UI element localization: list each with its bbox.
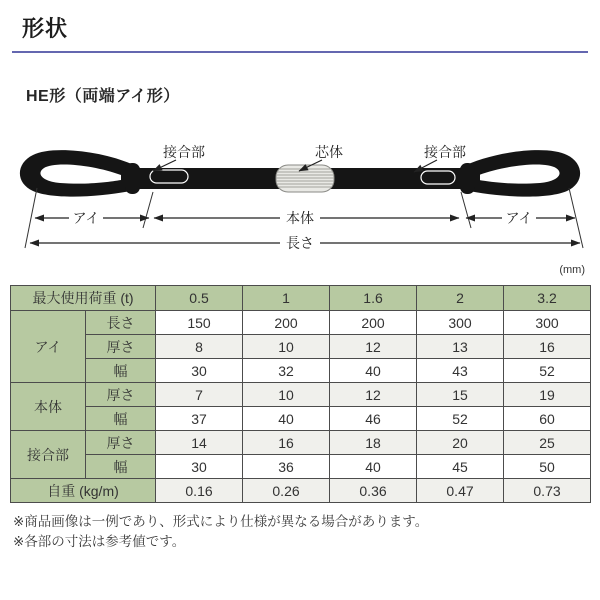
cell-value: 18 (330, 431, 417, 455)
table-row-eye-length (11, 311, 591, 335)
table-row-eye-width (11, 359, 591, 383)
cell-value: 13 (417, 335, 504, 359)
cell-value: 19 (504, 383, 591, 407)
core-section (276, 165, 334, 192)
cell-value: 25 (504, 431, 591, 455)
joint-left-label: 接合部 (163, 144, 205, 160)
unit-label: (mm) (559, 264, 585, 276)
cell-value: 10 (243, 383, 330, 407)
note-line: ※商品画像は一例であり、形式により仕様が異なる場合があります。 (13, 514, 429, 529)
page-title: 形状 (22, 16, 69, 41)
table-row-eye-thickness (11, 335, 591, 359)
row-label: 長さ (86, 311, 156, 335)
capacity-header-label: 最大使用荷重 (t) (11, 286, 156, 311)
cell-value: 37 (156, 407, 243, 431)
cell-value: 0.73 (504, 479, 591, 503)
cell-value: 0.16 (156, 479, 243, 503)
weight-label: 自重 (kg/m) (11, 479, 156, 503)
left-cinch (125, 163, 140, 194)
cell-value: 40 (330, 455, 417, 479)
cell-value: 12 (330, 335, 417, 359)
cell-value: 50 (504, 455, 591, 479)
table-row-body-thickness (11, 383, 591, 407)
joint-right-label: 接合部 (424, 144, 466, 160)
title-rule (12, 51, 588, 53)
cell-value: 10 (243, 335, 330, 359)
cell-value: 32 (243, 359, 330, 383)
dimension-labels (69, 209, 536, 251)
cell-value: 30 (156, 359, 243, 383)
cell-value: 0.36 (330, 479, 417, 503)
cell-value: 14 (156, 431, 243, 455)
group-label-eye: アイ (11, 311, 86, 383)
cell-value: 200 (243, 311, 330, 335)
row-label: 幅 (86, 407, 156, 431)
cell-value: 60 (504, 407, 591, 431)
right-cinch (460, 163, 475, 194)
table-row-joint-width (11, 455, 591, 479)
group-label-joint: 接合部 (11, 431, 86, 479)
cell-value: 43 (417, 359, 504, 383)
capacity-value: 0.5 (156, 286, 243, 311)
cell-value: 7 (156, 383, 243, 407)
cell-value: 12 (330, 383, 417, 407)
row-label: 厚さ (86, 335, 156, 359)
capacity-value: 2 (417, 286, 504, 311)
eye-left-label: アイ (72, 210, 100, 226)
cell-value: 20 (417, 431, 504, 455)
cell-value: 8 (156, 335, 243, 359)
cell-value: 40 (330, 359, 417, 383)
core-label: 芯体 (315, 144, 343, 160)
cell-value: 150 (156, 311, 243, 335)
sling-diagram (0, 130, 600, 260)
footnotes (13, 512, 428, 552)
length-label: 長さ (286, 235, 314, 251)
row-label: 厚さ (86, 383, 156, 407)
spec-table (10, 285, 591, 503)
cell-value: 15 (417, 383, 504, 407)
body-label: 本体 (286, 210, 314, 226)
cell-value: 0.26 (243, 479, 330, 503)
note-line: ※各部の寸法は参考値です。 (13, 534, 186, 549)
cell-value: 16 (504, 335, 591, 359)
cell-value: 46 (330, 407, 417, 431)
cell-value: 52 (504, 359, 591, 383)
cell-value: 200 (330, 311, 417, 335)
cell-value: 300 (417, 311, 504, 335)
cell-value: 40 (243, 407, 330, 431)
capacity-value: 3.2 (504, 286, 591, 311)
cell-value: 45 (417, 455, 504, 479)
table-row-joint-thickness (11, 431, 591, 455)
cell-value: 0.47 (417, 479, 504, 503)
group-label-body: 本体 (11, 383, 86, 431)
cell-value: 36 (243, 455, 330, 479)
cell-value: 16 (243, 431, 330, 455)
cell-value: 30 (156, 455, 243, 479)
section-subtitle: HE形（両端アイ形） (26, 88, 180, 105)
table-row-capacity (11, 286, 591, 311)
eye-right-label: アイ (505, 210, 533, 226)
row-label: 厚さ (86, 431, 156, 455)
table-row-weight (11, 479, 591, 503)
capacity-value: 1 (243, 286, 330, 311)
table-row-body-width (11, 407, 591, 431)
cell-value: 300 (504, 311, 591, 335)
row-label: 幅 (86, 359, 156, 383)
row-label: 幅 (86, 455, 156, 479)
capacity-value: 1.6 (330, 286, 417, 311)
cell-value: 52 (417, 407, 504, 431)
